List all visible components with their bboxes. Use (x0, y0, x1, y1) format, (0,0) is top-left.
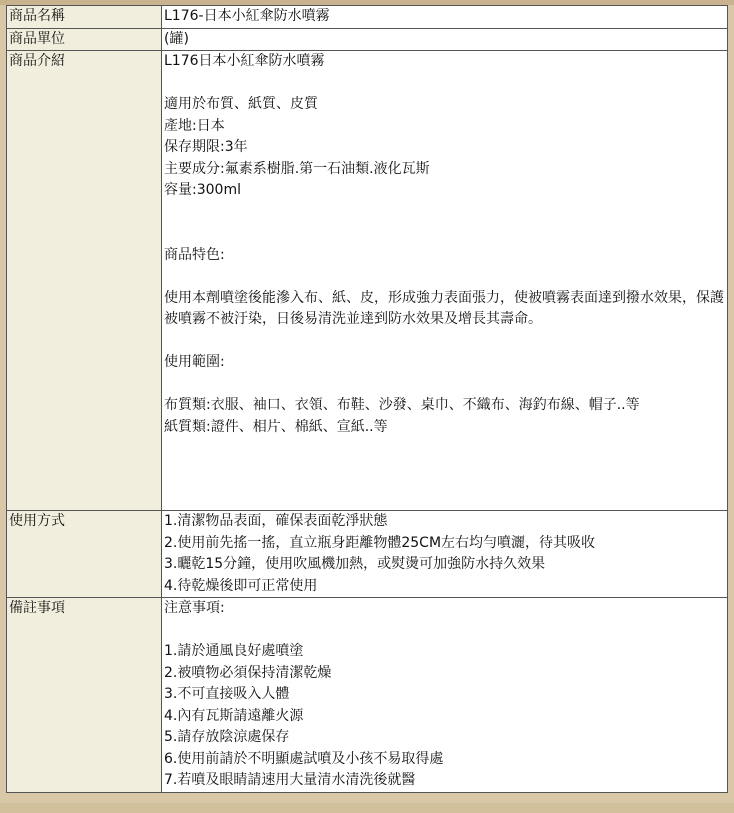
label-product-unit: 商品單位 (7, 28, 162, 51)
intro-spec: 主要成分:氟素系樹脂.第一石油類.液化瓦斯 (164, 160, 430, 177)
label-product-intro: 商品介紹 (7, 51, 162, 511)
intro-spec: 產地:日本 (164, 117, 225, 134)
value-usage-method (162, 511, 728, 598)
usage-heading: 使用範圍: (164, 354, 225, 370)
row-product-unit (7, 28, 728, 51)
features-text: 使用本劑噴塗後能滲入布、紙、皮，形成強力表面張力，使被噴霧表面達到撥水效果，保護被噴霧不被汙染，日後易清洗並達到防水效果及增長其壽命。 (164, 289, 724, 327)
value-product-unit: (罐) (162, 28, 728, 51)
row-usage-method (7, 511, 728, 598)
intro-title: L176日本小紅傘防水噴霧 (164, 53, 325, 69)
row-product-intro (7, 51, 728, 511)
value-product-name: L176-日本小紅傘防水噴霧 (162, 6, 728, 29)
bottom-decorative-strip (0, 803, 734, 813)
note-item: 5.請存放陰涼處保存 (164, 729, 290, 745)
notes-heading: 注意事項: (164, 600, 225, 616)
intro-spec: 容量:300ml (164, 182, 241, 198)
note-item: 1.請於通風良好處噴塗 (164, 643, 304, 659)
product-spec-table (6, 5, 728, 793)
usage-paper: 紙質類:證件、相片、棉紙、宣紙..等 (164, 418, 388, 435)
intro-spec: 適用於布質、紙質、皮質 (164, 96, 318, 112)
note-item: 4.內有瓦斯請遠離火源 (164, 707, 304, 724)
method-step: 4.待乾燥後即可正常使用 (164, 577, 318, 594)
method-step: 2.使用前先搖一搖，直立瓶身距離物體25CM左右均勻噴灑，待其吸收 (164, 534, 596, 551)
note-item: 6.使用前請於不明顯處試噴及小孩不易取得處 (164, 750, 444, 767)
label-product-name: 商品名稱 (7, 6, 162, 29)
note-item: 7.若噴及眼睛請速用大量清水清洗後就醫 (164, 772, 416, 788)
label-notes: 備註事項 (7, 598, 162, 793)
features-heading: 商品特色: (164, 246, 225, 263)
note-item: 2.被噴物必須保持清潔乾燥 (164, 664, 332, 681)
label-usage-method: 使用方式 (7, 511, 162, 598)
usage-cloth: 布質類:衣服、袖口、衣領、布鞋、沙發、桌巾、不織布、海釣布線、帽子..等 (164, 397, 640, 413)
value-product-intro (162, 51, 728, 511)
note-item: 3.不可直接吸入人體 (164, 686, 290, 702)
method-step: 1.清潔物品表面，確保表面乾淨狀態 (164, 513, 388, 529)
row-notes (7, 598, 728, 793)
value-notes (162, 598, 728, 793)
row-product-name (7, 6, 728, 29)
intro-spec: 保存期限:3年 (164, 139, 248, 155)
method-step: 3.曬乾15分鐘，使用吹風機加熱，或熨燙可加強防水持久效果 (164, 556, 546, 572)
